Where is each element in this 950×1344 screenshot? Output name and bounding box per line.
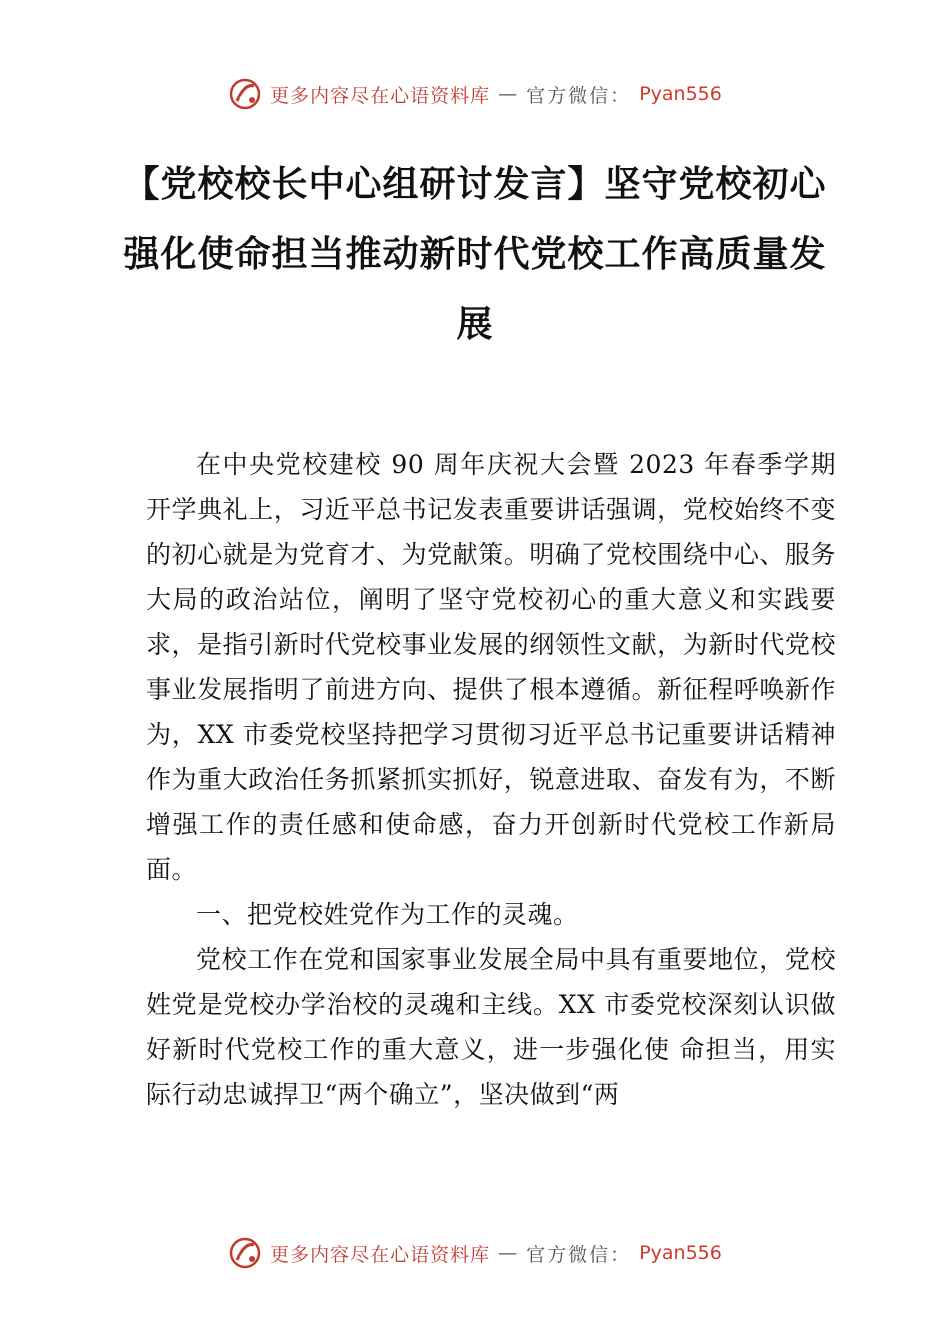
banner-separator: — (498, 1242, 519, 1264)
banner-wechat-id: Pyan556 (639, 83, 722, 105)
paragraph-section-1: 党校工作在党和国家事业发展全局中具有重要地位，党校姓党是党校办学治校的灵魂和主线。XX 市委党校深刻认识做好新时代党校工作的重大意义，进一步强化使 命担当，用实际行动忠诚捍卫“两个确立”，坚决做到“两 (146, 945, 836, 1109)
paragraph-intro: 在中央党校建校 90 周年庆祝大会暨 2023 年春季学期开学典礼上，习近平总书记发表重要讲话强调，党校始终不变的初心就是为党育才、为党献策。明确了党校围绕中心、服务大局的政治站位，阐明了坚守党校初心的重大意义和实践要求，是指引新时代党校事业发展的纲领性文献，为新时代党校事业发展指明了前进方向、提供了根本遵循。新征程呼唤新作为，XX 市委党校坚持把学习贯彻习近平总书记重要讲话精神作为重大政治任务抓紧抓实抓好，锐意进取、奋发有为，不断增强工作的责任感和使命感，奋力开创新时代党校工作新局面。 (146, 450, 836, 884)
footer-watermark-banner (0, 1233, 950, 1273)
section-heading-1: 一、把党校姓党作为工作的灵魂。 (196, 900, 579, 929)
banner-separator: — (498, 83, 519, 105)
header-watermark-banner (0, 74, 950, 114)
document-body (146, 442, 836, 1117)
banner-text: 更多内容尽在心语资料库 (270, 84, 491, 107)
document-title: 【党校校长中心组研讨发言】坚守党校初心强化使命担当推动新时代党校工作高质量发展 (123, 164, 827, 345)
banner-wechat-label: 官方微信： (526, 1243, 632, 1266)
banner-wechat-id: Pyan556 (639, 1242, 722, 1264)
brand-logo-icon (228, 1236, 262, 1270)
banner-text: 更多内容尽在心语资料库 (270, 1243, 491, 1266)
banner-wechat-label: 官方微信： (526, 84, 632, 107)
brand-logo-icon (228, 77, 262, 111)
